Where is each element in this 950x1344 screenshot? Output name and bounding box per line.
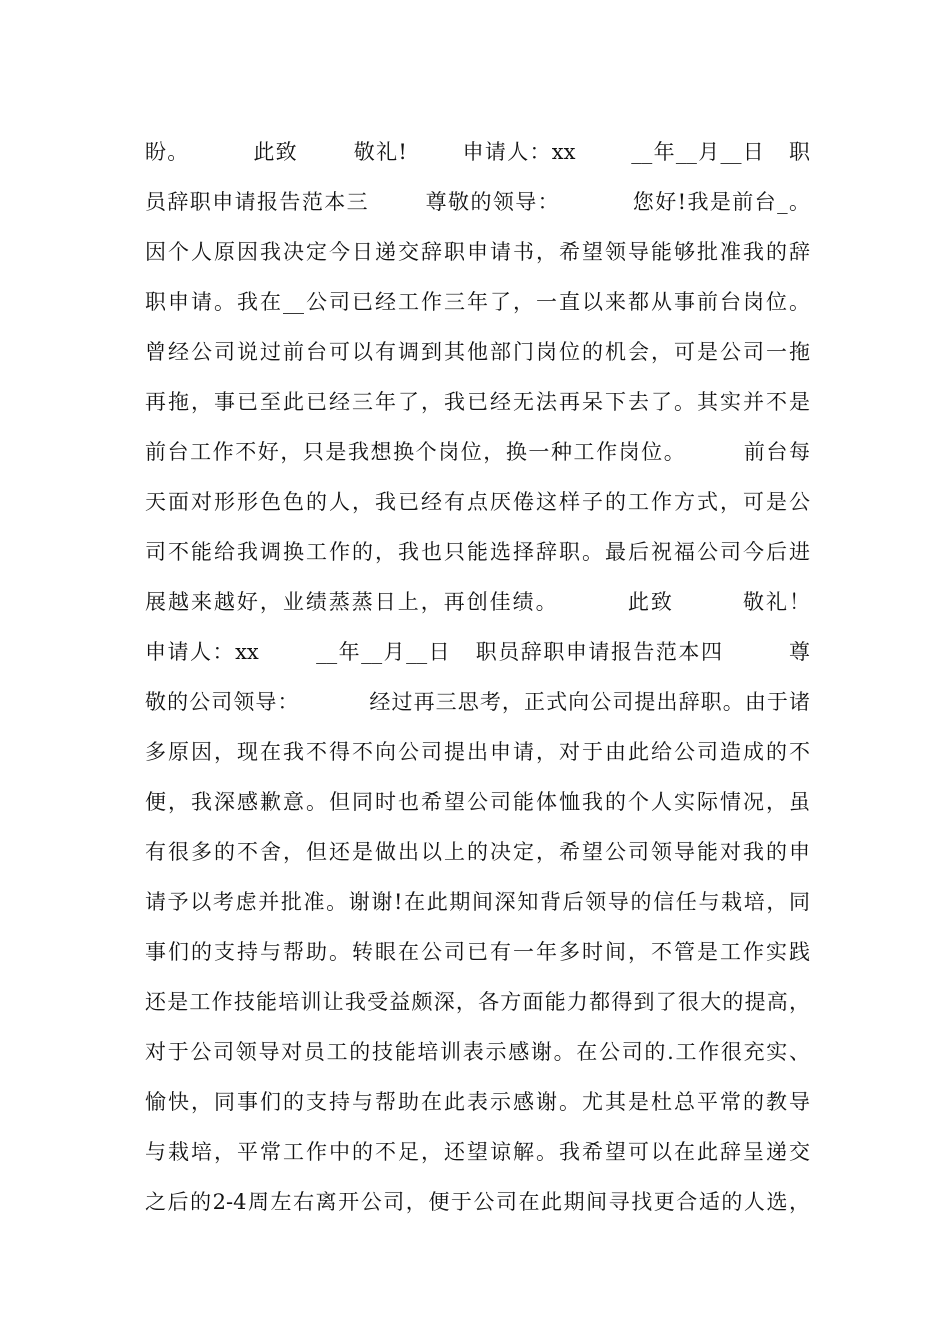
text-line: 天面对形形色色的人，我已经有点厌倦这样子的工作方式，可是公 (145, 490, 810, 514)
resignation-letter-body (145, 132, 810, 1232)
text-line: 之后的2-4周左右离开公司，便于公司在此期间寻找更合适的人选， (145, 1190, 810, 1214)
text-line: 有很多的不舍，但还是做出以上的决定，希望公司领导能对我的申 (145, 840, 810, 864)
text-line: 对于公司领导对员工的技能培训表示感谢。在公司的.工作很充实、 (145, 1040, 810, 1064)
text-line: 盼。 此致 敬礼! 申请人：xx __年__月__日 职 (145, 140, 810, 164)
text-line: 展越来越好，业绩蒸蒸日上，再创佳绩。 此致 敬礼！ (145, 590, 810, 614)
text-line: 前台工作不好，只是我想换个岗位，换一种工作岗位。 前台每 (145, 440, 810, 464)
text-line: 再拖，事已至此已经三年了，我已经无法再呆下去了。其实并不是 (145, 390, 810, 414)
text-line: 便，我深感歉意。但同时也希望公司能体恤我的个人实际情况，虽 (145, 790, 810, 814)
text-line: 愉快，同事们的支持与帮助在此表示感谢。尤其是杜总平常的教导 (145, 1090, 810, 1114)
text-line: 敬的公司领导： 经过再三思考，正式向公司提出辞职。由于诸 (145, 690, 810, 714)
text-line: 司不能给我调换工作的，我也只能选择辞职。最后祝福公司今后进 (145, 540, 810, 564)
text-line: 事们的支持与帮助。转眼在公司已有一年多时间，不管是工作实践 (145, 940, 810, 964)
text-line: 还是工作技能培训让我受益颇深，各方面能力都得到了很大的提高， (145, 990, 810, 1014)
text-line: 曾经公司说过前台可以有调到其他部门岗位的机会，可是公司一拖 (145, 340, 810, 364)
text-line: 多原因，现在我不得不向公司提出申请，对于由此给公司造成的不 (145, 740, 810, 764)
text-line: 申请人：xx __年__月__日 职员辞职申请报告范本四 尊 (145, 640, 810, 664)
text-line: 员辞职申请报告范本三 尊敬的领导： 您好!我是前台_。 (145, 190, 810, 214)
text-line: 请予以考虑并批准。谢谢!在此期间深知背后领导的信任与栽培，同 (145, 890, 810, 914)
text-line: 因个人原因我决定今日递交辞职申请书，希望领导能够批准我的辞 (145, 240, 810, 264)
text-line: 职申请。我在__公司已经工作三年了，一直以来都从事前台岗位。 (145, 290, 810, 314)
text-line: 与栽培，平常工作中的不足，还望谅解。我希望可以在此辞呈递交 (145, 1140, 810, 1164)
